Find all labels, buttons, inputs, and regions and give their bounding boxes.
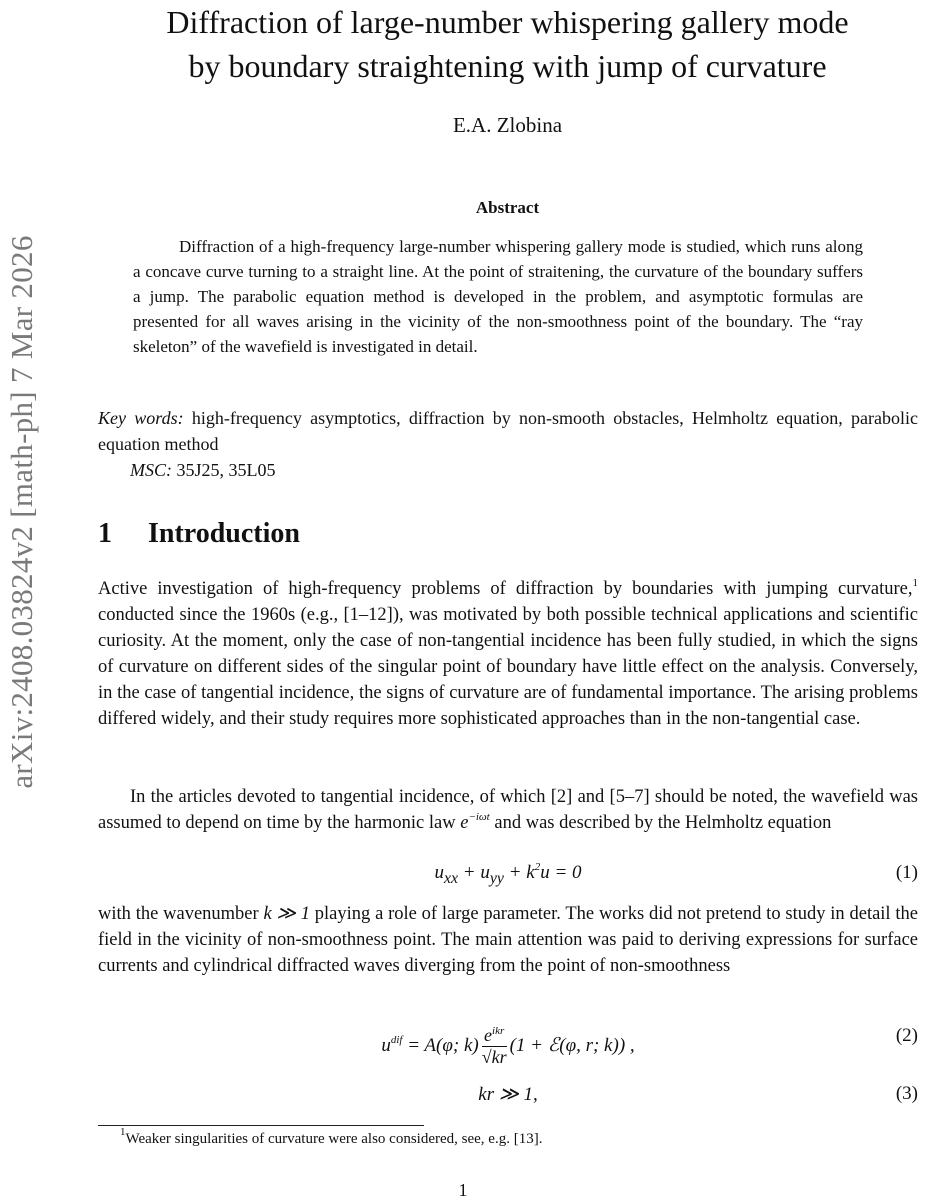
section-heading-introduction xyxy=(98,518,300,550)
eq1-plus-u: + u xyxy=(458,862,490,883)
paragraph-1-start: Active investigation of high-frequency problems of diffraction by boundaries with jumping curvature, xyxy=(98,579,913,599)
paragraph-2 xyxy=(98,784,918,836)
abstract-heading: Abstract xyxy=(475,198,540,217)
paragraph-3 xyxy=(98,901,918,979)
eq2-num-base: e xyxy=(484,1025,493,1045)
eq1-plus-k: + k xyxy=(503,862,535,883)
msc-codes: 35J25, 35L05 xyxy=(176,460,276,480)
equation-3-number: (3) xyxy=(895,1083,918,1104)
eq1-sub-xx: xx xyxy=(443,869,459,887)
keywords-text: high-frequency asymptotics, diffraction by non-smooth obstacles, Helmholtz equation, parabolic equation method xyxy=(98,408,919,454)
eq2-u: u xyxy=(381,1034,391,1056)
eq1-rest: u = 0 xyxy=(540,862,582,883)
arxiv-identifier[interactable]: arXiv:2408.03824v2 [math-ph] 7 Mar 2026 xyxy=(4,235,39,789)
equation-1-expression xyxy=(98,862,918,888)
paragraph-1-rest: conducted since the 1960s (e.g., [1–12]), was motivated by both possible technical applications and scientific curiosity. At the moment, only the case of non-tangential incidence has been fully studied, in which the signs of curvature on different sides of the singular point of boundary have little effect on the analysis. Conversely, in the case of tangential incidence, the signs of curvature are of fundamental importance. The arising problems differed widely, and their study requires more sophisticated approaches than in the non-tangential case. xyxy=(98,605,918,729)
author: E.A. Zlobina xyxy=(452,113,563,137)
title-line-1: Diffraction of large-number whispering gallery mode xyxy=(166,4,849,40)
paragraph-2-start: In the articles devoted to tangential incidence, of which [2] and [5–7] should be noted, the wavefield was assumed to depend on time by the harmonic law xyxy=(98,787,918,833)
paragraph-2-end: and was described by the Helmholtz equation xyxy=(489,813,832,833)
harmonic-law-base: e xyxy=(460,813,469,833)
equation-1-number: (1) xyxy=(895,862,918,883)
eq2-num-exponent: ikr xyxy=(492,1025,505,1037)
eq2-tail: (1 + ℰ(φ, r; k)) , xyxy=(509,1034,635,1056)
eq1-power: 2 xyxy=(534,861,541,873)
large-parameter-math: k ≫ 1 xyxy=(263,904,310,924)
paragraph-1 xyxy=(98,576,918,732)
eq2-fraction xyxy=(482,1025,507,1068)
footnote-text: Weaker singularities of curvature were also considered, see, e.g. [13]. xyxy=(125,1131,543,1147)
section-number: 1 xyxy=(98,518,112,549)
keywords xyxy=(98,405,918,457)
equation-2-number: (2) xyxy=(895,1025,918,1046)
footnote-divider xyxy=(98,1125,424,1126)
eq2-numerator xyxy=(482,1025,507,1047)
eq1-u: u xyxy=(434,862,444,883)
equation-2-expression xyxy=(98,1025,918,1068)
footnote-reference[interactable]: 1 xyxy=(912,577,918,589)
eq2-amplitude: = A(φ; k) xyxy=(402,1034,479,1056)
page-number: 1 xyxy=(458,1180,468,1200)
eq2-denominator: √kr xyxy=(481,1047,507,1067)
msc-label: MSC: xyxy=(130,460,172,480)
harmonic-law-exponent: −iωt xyxy=(468,811,490,823)
paper-title xyxy=(100,0,915,88)
keywords-label: Key words: xyxy=(98,408,184,428)
arxiv-identifier-stamp xyxy=(0,0,44,850)
title-line-2: by boundary straightening with jump of curvature xyxy=(188,48,827,84)
eq1-sub-yy: yy xyxy=(489,869,504,887)
msc-classification xyxy=(130,457,276,483)
section-title: Introduction xyxy=(148,518,300,549)
abstract-text: Diffraction of a high-frequency large-number whispering gallery mode is studied, which runs along a concave curve turning to a straight line. At the point of straitening, the curvature of the boundary suffers a jump. The parabolic equation method is developed in the problem, and asymptotic formulas are presented for all waves arising in the vicinity of the non-smoothness point of the boundary. The “ray skeleton” of the wavefield is investigated in detail. xyxy=(133,237,863,356)
paragraph-3-start: with the wavenumber xyxy=(98,904,264,924)
eq2-dif: dif xyxy=(390,1033,403,1046)
footnote-mark: 1 xyxy=(120,1126,126,1138)
harmonic-law-math xyxy=(460,813,490,833)
paragraph-3-rest: playing a role of large parameter. The works did not pretend to study in detail the field in the vicinity of non-smoothness point. The main attention was paid to deriving expressions for surface currents and cylindrical diffracted waves diverging from the point of non-smoothness xyxy=(98,904,918,976)
equation-3-expression: kr ≫ 1, xyxy=(478,1084,538,1105)
footnote xyxy=(120,1126,543,1149)
